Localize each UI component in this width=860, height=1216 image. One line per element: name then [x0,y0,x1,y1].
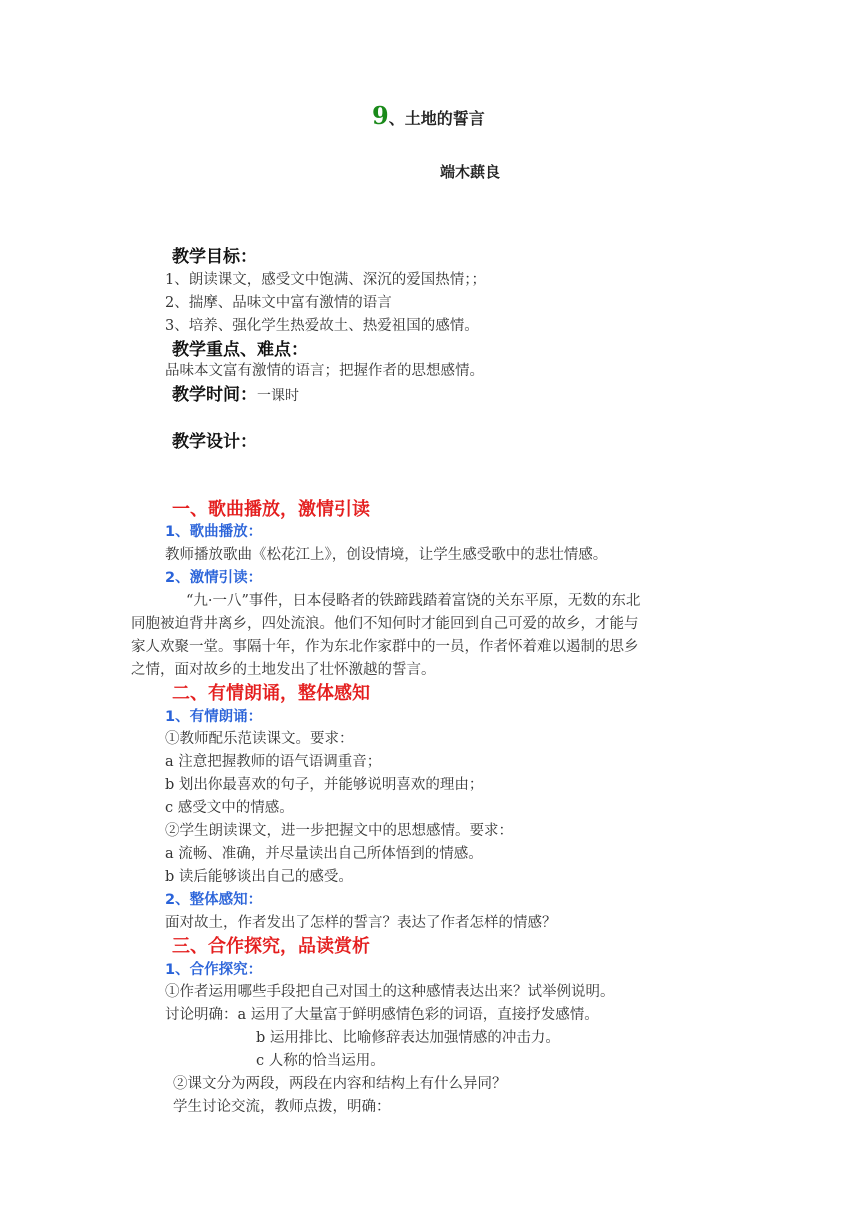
objective-item: 1、朗读课文，感受文中饱满、深沉的爱国热情；； [165,272,486,288]
subsection-title: 1、合作探究： [165,962,263,978]
author: 端木蕻良 [440,163,501,181]
objectives-heading: 教学目标： [172,247,257,267]
time-value: 一课时 [257,388,299,404]
list-item: 学生讨论交流，教师点拨，明确： [173,1099,391,1115]
key-points-heading: 教学重点、难点： [172,340,308,360]
paragraph-line: “九·一八”事件，日本侵略者的铁蹄践踏着富饶的关东平原，无数的东北 [186,593,641,609]
subsection-title: 2、激情引读： [165,570,263,586]
list-item: c 人称的恰当运用。 [256,1053,385,1069]
list-item: b 读后能够谈出自己的感受。 [165,869,353,885]
paragraph-line: 同胞被迫背井离乡，四处流浪。他们不知何时才能回到自己可爱的故乡，才能与 [131,616,639,632]
paragraph-line: 之情，面对故乡的土地发出了壮怀激越的誓言。 [131,662,436,678]
section-title: 二、有情朗诵，整体感知 [172,683,370,704]
paragraph: 面对故土，作者发出了怎样的誓言？表达了作者怎样的情感？ [165,915,557,931]
subsection-title: 1、歌曲播放： [165,524,263,540]
list-item: b 运用排比、比喻修辞表达加强情感的冲击力。 [256,1030,560,1046]
list-item: b 划出你最喜欢的句子，并能够说明喜欢的理由； [165,777,484,793]
section-title: 三、合作探究，品读赏析 [172,936,370,957]
list-item: ①作者运用哪些手段把自己对国土的这种感情表达出来？试举例说明。 [165,984,615,1000]
section-title: 一、歌曲播放，激情引读 [172,499,370,520]
list-item: a 注意把握教师的语气语调重音； [165,754,382,770]
objective-item: 2、揣摩、品味文中富有激情的语言 [165,295,392,311]
teaching-time [172,380,299,405]
key-points-text: 品味本文富有激情的语言；把握作者的思想感情。 [165,363,484,379]
title-number: 9 [372,101,389,130]
list-item: ②课文分为两段，两段在内容和结构上有什么异同？ [173,1076,507,1092]
subsection-title: 2、整体感知： [165,892,263,908]
list-item: a 流畅、准确，并尽量读出自己所体悟到的情感。 [165,846,483,862]
design-heading: 教学设计： [172,432,257,452]
subsection-title: 1、有情朗诵： [165,709,263,725]
list-item: c 感受文中的情感。 [165,800,294,816]
list-item: ①教师配乐范读课文。要求： [165,731,354,747]
paragraph: 教师播放歌曲《松花江上》，创设情境，让学生感受歌中的悲壮情感。 [165,547,608,563]
title-text: 、土地的誓言 [388,109,485,128]
list-item: ②学生朗读课文，进一步把握文中的思想感情。要求： [165,823,513,839]
paragraph-line: 家人欢聚一堂。事隔十年，作为东北作家群中的一员，作者怀着难以遏制的思乡 [131,639,639,655]
page-title [372,101,485,130]
objective-item: 3、培养、强化学生热爱故土、热爱祖国的感情。 [165,318,479,334]
list-item: 讨论明确：a 运用了大量富于鲜明感情色彩的词语，直接抒发感情。 [165,1007,599,1023]
time-heading: 教学时间： [172,385,257,405]
